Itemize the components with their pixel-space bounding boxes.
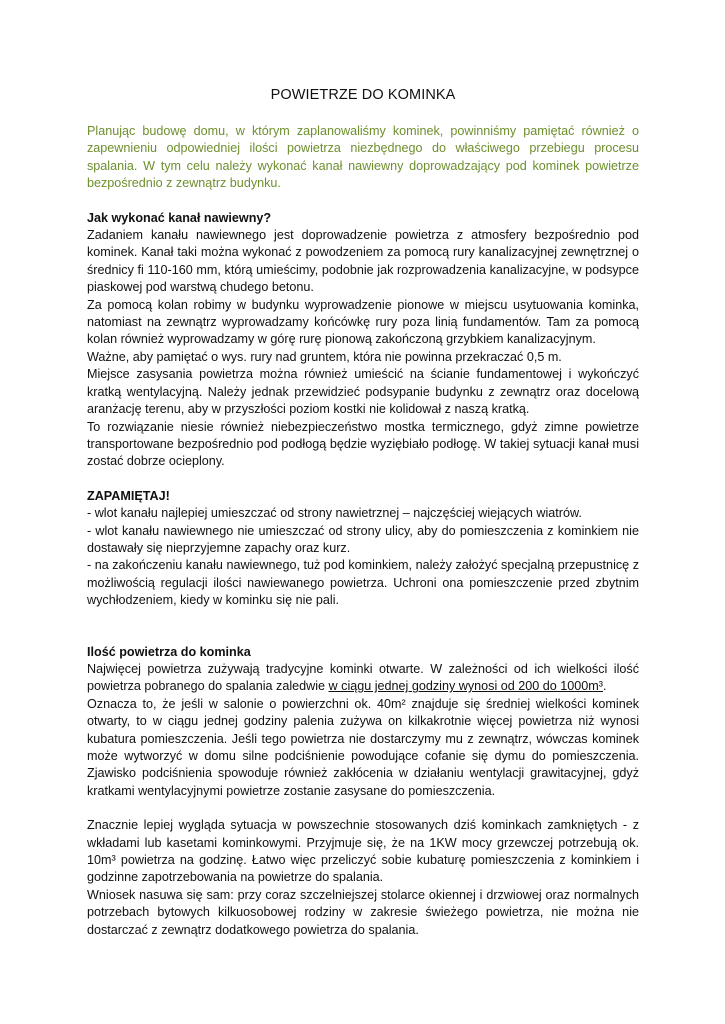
paragraph: Ważne, aby pamiętać o wys. rury nad gruntem, która nie powinna przekraczać 0,5 m.	[87, 349, 562, 364]
text-span: Najwięcej powietrza zużywają tradycyjne kominki otwarte. W zależności od ich wielkości ilość powietrza pobranego do spalania zaledwie	[87, 661, 639, 694]
paragraph: To rozwiązanie niesie również niebezpieczeństwo mostka termicznego, gdyż zimne powietrze transportowane bezpośrednio pod podłogą będzie wyziębiało podłogę. W takiej sytuacji kanał musi zostać dobrze ocieplony.	[87, 419, 639, 469]
intro-paragraph: Planując budowę domu, w którym zaplanowaliśmy kominek, powinniśmy pamiętać również o zapewnieniu odpowiedniej ilości powietrza niezbędnego do właściwego przebiegu procesu spalania. W tym celu należy wykonać kanał nawiewny doprowadzający pod kominek powietrze bezpośrednio z zewnątrz budynku.	[87, 124, 639, 191]
spacer	[87, 193, 639, 210]
text-span: .	[602, 679, 607, 694]
paragraph: Zadaniem kanału nawiewnego jest doprowadzenie powietrza z atmosfery bezpośrednio pod kominek. Kanał taki można wykonać z powodzeniem za pomocą rury kanalizacyjnej zewnętrznej o średnicy fi 110-160 mm, którą umieścimy, podobnie jak rozprowadzenia kanalizacyjne, w podsypce piaskowej pod warstwą chudego betonu.	[87, 228, 639, 295]
page-title: POWIETRZE DO KOMINKA	[270, 87, 456, 103]
section-heading-air-amount: Ilość powietrza do kominka	[87, 644, 251, 659]
section-heading-air-duct: Jak wykonać kanał nawiewny?	[87, 210, 272, 225]
list-item: - wlot kanału nawiewnego nie umieszczać od strony ulicy, aby do pomieszczenia z kominkiem nie dostawały się nieprzyjemne zapachy oraz kurz.	[87, 523, 639, 555]
paragraph: Miejsce zasysania powietrza można również umieścić na ścianie fundamentowej i wykończyć kratką wentylacyjną. Należy jednak przewidzieć podsypanie budynku z zewnątrz oraz docelową aranżację terenu, aby w przyszłości poziom kostki nie kolidował z naszą kratką.	[87, 367, 639, 417]
list-item: - na zakończeniu kanału nawiewnego, tuż pod kominkiem, należy założyć specjalną przepustnicę z możliwością regulacji ilości nawiewanego powietrza. Uchroni ona pomieszczenie przed zbytnim wychłodzeniem, kiedy w kominku się nie pali.	[87, 558, 639, 608]
paragraph: Znacznie lepiej wygląda sytuacja w powszechnie stosowanych dziś kominkach zamkniętych - z wkładami lub kasetami kominkowymi. Przyjmuje się, że na 1KW mocy grzewczej potrzebują ok. 10m³ powietrza na godzinę. Łatwo więc przeliczyć sobie kubaturę pomieszczenia z kominkiem i godzinne zapotrzebowania na powietrze do spalania.	[87, 818, 639, 885]
paragraph-air-amount	[87, 661, 639, 696]
spacer	[87, 800, 639, 817]
paragraph: Za pomocą kolan robimy w budynku wyprowadzenie pionowe w miejscu usytuowania kominka, natomiast na zewnątrz wyprowadzamy końcówkę rury poza linią fundamentów. Tam za pomocą kolan również wyprowadzamy w górę rurę pionową zakończoną grzybkiem kanalizacyjnym.	[87, 297, 639, 347]
spacer	[87, 610, 639, 644]
spacer	[87, 471, 639, 488]
underlined-text: w ciągu jednej godziny wynosi od 200 do 1000m³	[328, 679, 603, 694]
paragraph: Oznacza to, że jeśli w salonie o powierzchni ok. 40m² znajduje się średniej wielkości kominek otwarty, to w ciągu jednej godziny palenia zużywa on kilkakrotnie więcej powietrza niż wynosi kubatura pomieszczenia. Jeśli tego powietrza nie dostarczymy mu z zewnątrz, wówczas kominek może wytworzyć w domu silne podciśnienie powodujące cofanie się dymu do pomieszczenia. Zjawisko podciśnienia spowoduje również zakłócenia w działaniu wentylacji grawitacyjnej, gdyż kratkami wentylacyjnymi powietrze zostanie zasysane do pomieszczenia.	[87, 696, 639, 798]
section-heading-remember: ZAPAMIĘTAJ!	[87, 488, 170, 503]
paragraph: Wniosek nasuwa się sam: przy coraz szczelniejszej stolarce okiennej i drzwiowej oraz normalnych potrzebach bytowych kilkuosobowej rodziny w zakresie świeżego powietrza, nie można nie dostarczać z zewnątrz dodatkowego powietrza do spalania.	[87, 887, 639, 937]
list-item: - wlot kanału najlepiej umieszczać od strony nawietrznej – najczęściej wiejących wiatrów.	[87, 506, 582, 521]
